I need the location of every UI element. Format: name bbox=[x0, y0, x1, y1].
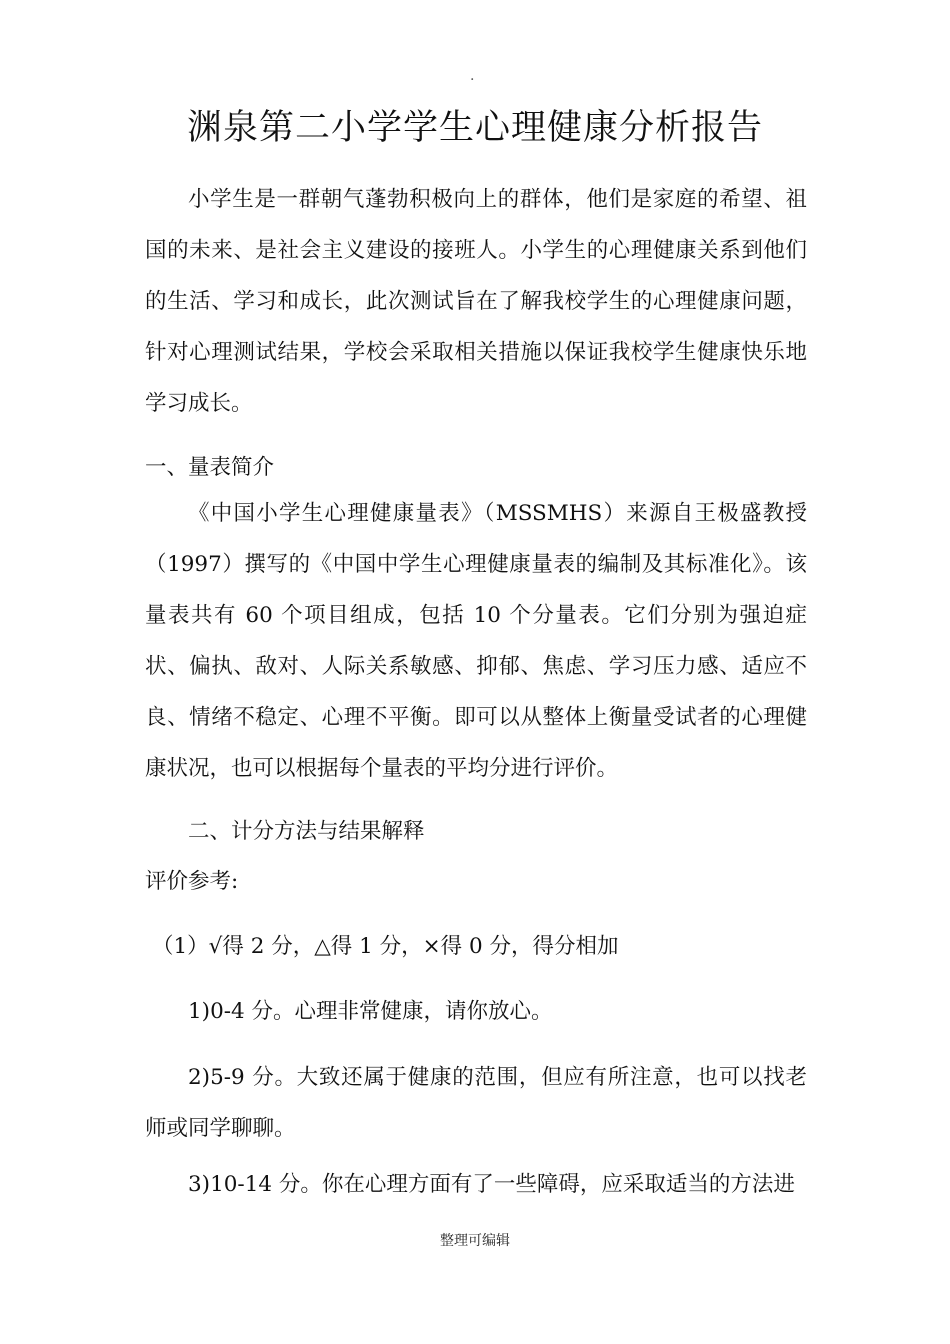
page-footer: 整理可编辑 bbox=[440, 1233, 510, 1249]
intro-paragraph: 小学生是一群朝气蓬勃积极向上的群体，他们是家庭的希望、祖国的未来、是社会主义建设的接班人。小学生的心理健康关系到他们的生活、学习和成长，此次测试旨在了解我校学生的心理健康问题，针对心理测试结果，学校会采取相关措施以保证我校学生健康快乐地学习成长。 bbox=[145, 187, 807, 416]
score-level-1: 1)0-4 分。心理非常健康，请你放心。 bbox=[188, 999, 553, 1024]
scoring-rule: （1）√得 2 分，△得 1 分，×得 0 分，得分相加 bbox=[152, 934, 619, 959]
section-1-body: 《中国小学生心理健康量表》（MSSMHS）来源自王极盛教授（1997）撰写的《中国中学生心理健康量表的编制及其标准化》。该量表共有 60 个项目组成，包括 10 个分量表。它们分别为强迫症状、偏执、敌对、人际关系敏感、抑郁、焦虑、学习压力感、适应不良、情绪不稳定、心理不平衡。即可以从整体上衡量受试者的心理健康状况，也可以根据每个量表的平均分进行评价。 bbox=[145, 501, 807, 781]
evaluation-reference-label: 评价参考: bbox=[145, 869, 239, 894]
header-mark: . bbox=[470, 68, 475, 84]
section-1-heading: 一、量表简介 bbox=[145, 455, 275, 480]
document-title: 渊泉第二小学学生心理健康分析报告 bbox=[186, 108, 763, 148]
section-2-heading: 二、计分方法与结果解释 bbox=[188, 819, 425, 844]
score-level-3: 3)10-14 分。你在心理方面有了一些障碍，应采取适当的方法进 bbox=[188, 1172, 795, 1197]
score-level-2: 2)5-9 分。大致还属于健康的范围，但应有所注意，也可以找老师或同学聊聊。 bbox=[145, 1065, 807, 1141]
